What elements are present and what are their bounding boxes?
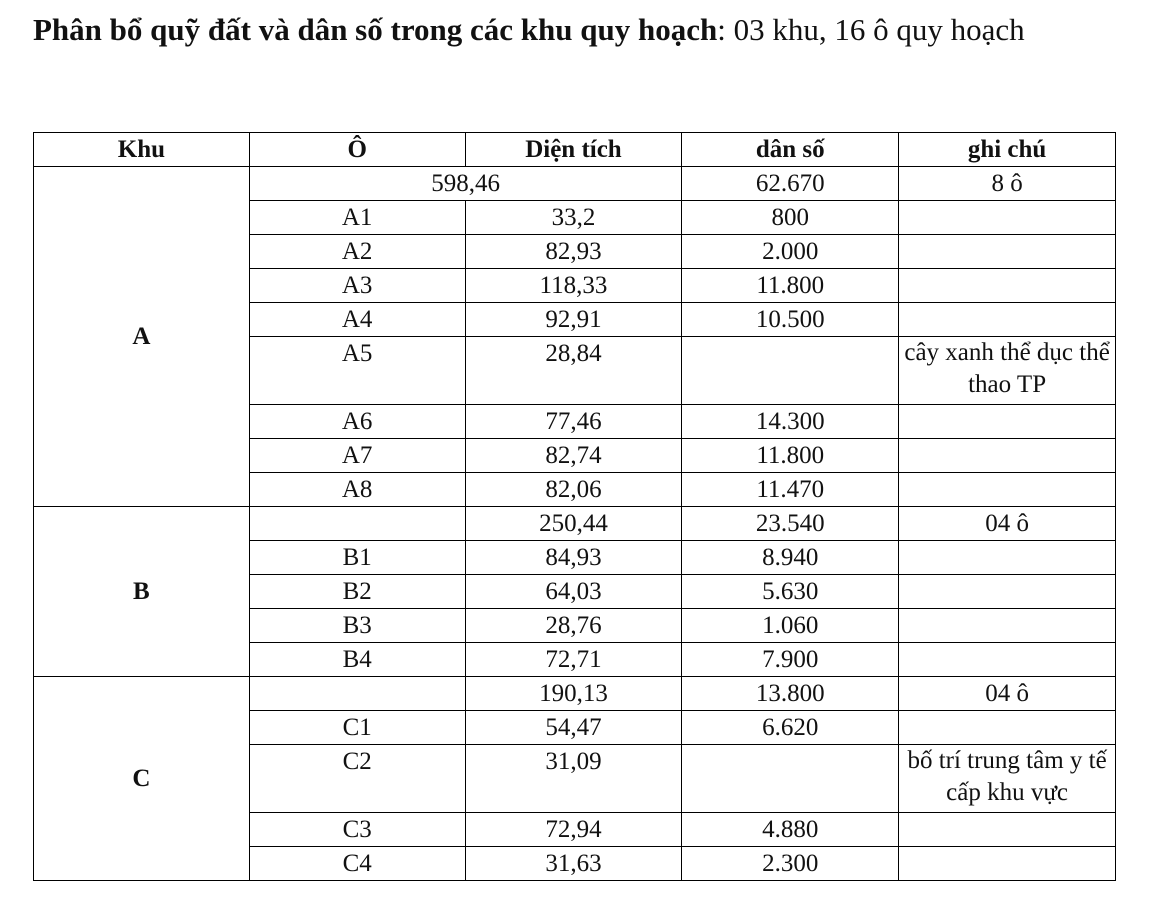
note-cell — [899, 405, 1116, 439]
header-population: dân số — [682, 133, 899, 167]
header-note: ghi chú — [899, 133, 1116, 167]
title-normal: : 03 khu, 16 ô quy hoạch — [717, 12, 1025, 47]
area-cell: 82,06 — [465, 473, 682, 507]
zone-total-area: 598,46 — [249, 167, 682, 201]
area-cell: 77,46 — [465, 405, 682, 439]
note-cell — [899, 201, 1116, 235]
land-population-table — [33, 132, 1116, 881]
o-cell: A8 — [249, 473, 465, 507]
area-cell: 82,93 — [465, 235, 682, 269]
o-cell: B1 — [249, 541, 465, 575]
area-cell: 64,03 — [465, 575, 682, 609]
population-cell — [682, 337, 899, 405]
zone-label: C — [34, 677, 250, 881]
o-cell: B3 — [249, 609, 465, 643]
population-cell: 11.800 — [682, 439, 899, 473]
area-cell: 82,74 — [465, 439, 682, 473]
area-cell: 84,93 — [465, 541, 682, 575]
zone-total-population: 62.670 — [682, 167, 899, 201]
zone-label: B — [34, 507, 250, 677]
population-cell: 6.620 — [682, 711, 899, 745]
note-cell: cây xanh thể dục thể thao TP — [899, 337, 1116, 405]
area-cell: 28,76 — [465, 609, 682, 643]
population-cell — [682, 745, 899, 813]
population-cell: 8.940 — [682, 541, 899, 575]
o-cell-empty — [249, 677, 465, 711]
note-cell — [899, 303, 1116, 337]
area-cell: 118,33 — [465, 269, 682, 303]
o-cell: A2 — [249, 235, 465, 269]
zone-total-population: 23.540 — [682, 507, 899, 541]
o-cell: C2 — [249, 745, 465, 813]
population-cell: 4.880 — [682, 813, 899, 847]
o-cell: B2 — [249, 575, 465, 609]
header-o: Ô — [249, 133, 465, 167]
zone-total-row — [34, 677, 1116, 711]
population-cell: 14.300 — [682, 405, 899, 439]
note-cell — [899, 711, 1116, 745]
note-cell — [899, 473, 1116, 507]
note-cell — [899, 439, 1116, 473]
note-cell — [899, 813, 1116, 847]
o-cell: C4 — [249, 847, 465, 881]
population-cell: 10.500 — [682, 303, 899, 337]
population-cell: 11.800 — [682, 269, 899, 303]
o-cell: A6 — [249, 405, 465, 439]
population-cell: 1.060 — [682, 609, 899, 643]
area-cell: 31,63 — [465, 847, 682, 881]
area-cell: 72,71 — [465, 643, 682, 677]
zone-label: A — [34, 167, 250, 507]
population-cell: 800 — [682, 201, 899, 235]
area-cell: 92,91 — [465, 303, 682, 337]
title-bold: Phân bổ quỹ đất và dân số trong các khu quy hoạch — [33, 12, 718, 47]
population-cell: 7.900 — [682, 643, 899, 677]
zone-total-row — [34, 507, 1116, 541]
o-cell: C1 — [249, 711, 465, 745]
area-cell: 28,84 — [465, 337, 682, 405]
o-cell: B4 — [249, 643, 465, 677]
note-cell — [899, 609, 1116, 643]
note-cell: bố trí trung tâm y tế cấp khu vực — [899, 745, 1116, 813]
zone-total-area: 250,44 — [465, 507, 682, 541]
note-cell — [899, 575, 1116, 609]
zone-total-note: 8 ô — [899, 167, 1116, 201]
area-cell: 72,94 — [465, 813, 682, 847]
area-cell: 31,09 — [465, 745, 682, 813]
population-cell: 11.470 — [682, 473, 899, 507]
o-cell: A7 — [249, 439, 465, 473]
note-cell — [899, 541, 1116, 575]
note-cell — [899, 235, 1116, 269]
population-cell: 2.000 — [682, 235, 899, 269]
o-cell-empty — [249, 507, 465, 541]
o-cell: A4 — [249, 303, 465, 337]
zone-total-row — [34, 167, 1116, 201]
o-cell: A1 — [249, 201, 465, 235]
o-cell: A5 — [249, 337, 465, 405]
population-cell: 5.630 — [682, 575, 899, 609]
header-area: Diện tích — [465, 133, 682, 167]
zone-total-note: 04 ô — [899, 677, 1116, 711]
area-cell: 54,47 — [465, 711, 682, 745]
o-cell: C3 — [249, 813, 465, 847]
note-cell — [899, 269, 1116, 303]
population-cell: 2.300 — [682, 847, 899, 881]
area-cell: 33,2 — [465, 201, 682, 235]
zone-total-population: 13.800 — [682, 677, 899, 711]
page-title — [33, 12, 1025, 48]
note-cell — [899, 847, 1116, 881]
note-cell — [899, 643, 1116, 677]
o-cell: A3 — [249, 269, 465, 303]
zone-total-area: 190,13 — [465, 677, 682, 711]
header-khu: Khu — [34, 133, 250, 167]
header-row — [34, 133, 1116, 167]
zone-total-note: 04 ô — [899, 507, 1116, 541]
